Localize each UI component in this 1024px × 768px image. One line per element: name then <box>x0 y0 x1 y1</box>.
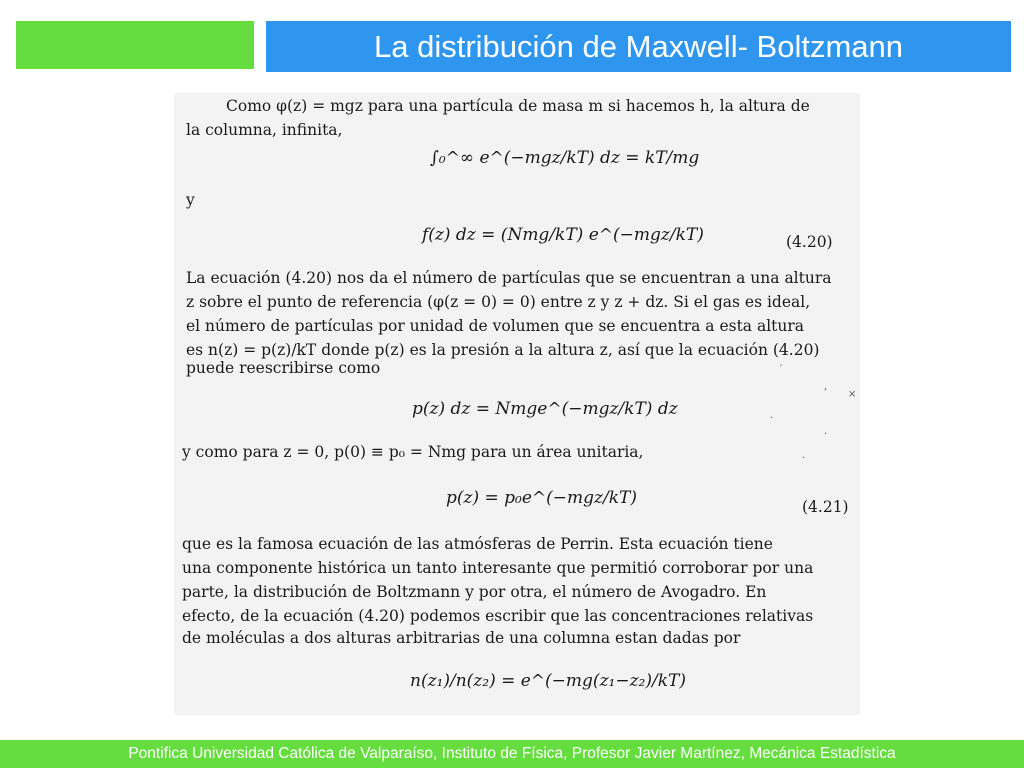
text-line: el número de partículas por unidad de volumen que se encuentra a esta altura <box>186 317 805 335</box>
text-line: de moléculas a dos alturas arbitrarias de una columna estan dadas por <box>182 629 741 647</box>
text-line: es n(z) = p(z)/kT donde p(z) es la presión a la altura z, así que la ecuación (4.20) <box>186 341 820 359</box>
scan-artifact: · <box>770 413 774 424</box>
scanned-text-page <box>174 93 860 715</box>
decorative-green-block <box>16 21 254 69</box>
equation-concentration-ratio: n(z₁)/n(z₂) = e^(−mg(z₁−z₂)/kT) <box>410 671 686 691</box>
equation-integral: ∫₀^∞ e^(−mgz/kT) dz = kT/mg <box>430 148 700 168</box>
text-line: efecto, de la ecuación (4.20) podemos escribir que las concentraciones relativas <box>182 607 814 625</box>
text-line: una componente histórica un tanto interesante que permitió corroborar por una <box>182 559 814 577</box>
scan-artifact: ´ <box>778 365 783 376</box>
footer-text: Pontifica Universidad Católica de Valparaíso, Instituto de Física, Profesor Javier Martínez, Mecánica Estadística <box>128 745 896 762</box>
text-line: La ecuación (4.20) nos da el número de partículas que se encuentran a una altura <box>186 269 832 287</box>
slide-title: La distribución de Maxwell- Boltzmann <box>374 28 903 64</box>
scan-artifact: · <box>824 429 828 440</box>
scan-artifact: × <box>848 389 857 400</box>
equation-number: (4.20) <box>786 233 833 251</box>
equation-4-21: p(z) = p₀e^(−mgz/kT) <box>446 488 637 508</box>
text-line: Como φ(z) = mgz para una partícula de masa m si hacemos h, la altura de <box>226 97 810 115</box>
equation-number: (4.21) <box>802 498 849 516</box>
scan-artifact: , <box>824 381 828 392</box>
equation-4-20: f(z) dz = (Nmg/kT) e^(−mgz/kT) <box>422 225 704 245</box>
text-line: y <box>186 191 195 209</box>
text-line: que es la famosa ecuación de las atmósferas de Perrin. Esta ecuación tiene <box>182 535 773 553</box>
scan-artifact: · <box>802 453 806 464</box>
text-line: la columna, infinita, <box>186 121 343 139</box>
text-line: puede reescribirse como <box>186 359 381 377</box>
text-line: y como para z = 0, p(0) ≡ p₀ = Nmg para un área unitaria, <box>182 443 644 461</box>
text-line: parte, la distribución de Boltzmann y por otra, el número de Avogadro. En <box>182 583 767 601</box>
text-line: z sobre el punto de referencia (φ(z = 0) = 0) entre z y z + dz. Si el gas es ideal, <box>186 293 811 311</box>
slide-footer <box>0 740 1024 768</box>
equation-pressure-differential: p(z) dz = Nmge^(−mgz/kT) dz <box>412 399 678 419</box>
slide-title-bar <box>266 21 1011 72</box>
